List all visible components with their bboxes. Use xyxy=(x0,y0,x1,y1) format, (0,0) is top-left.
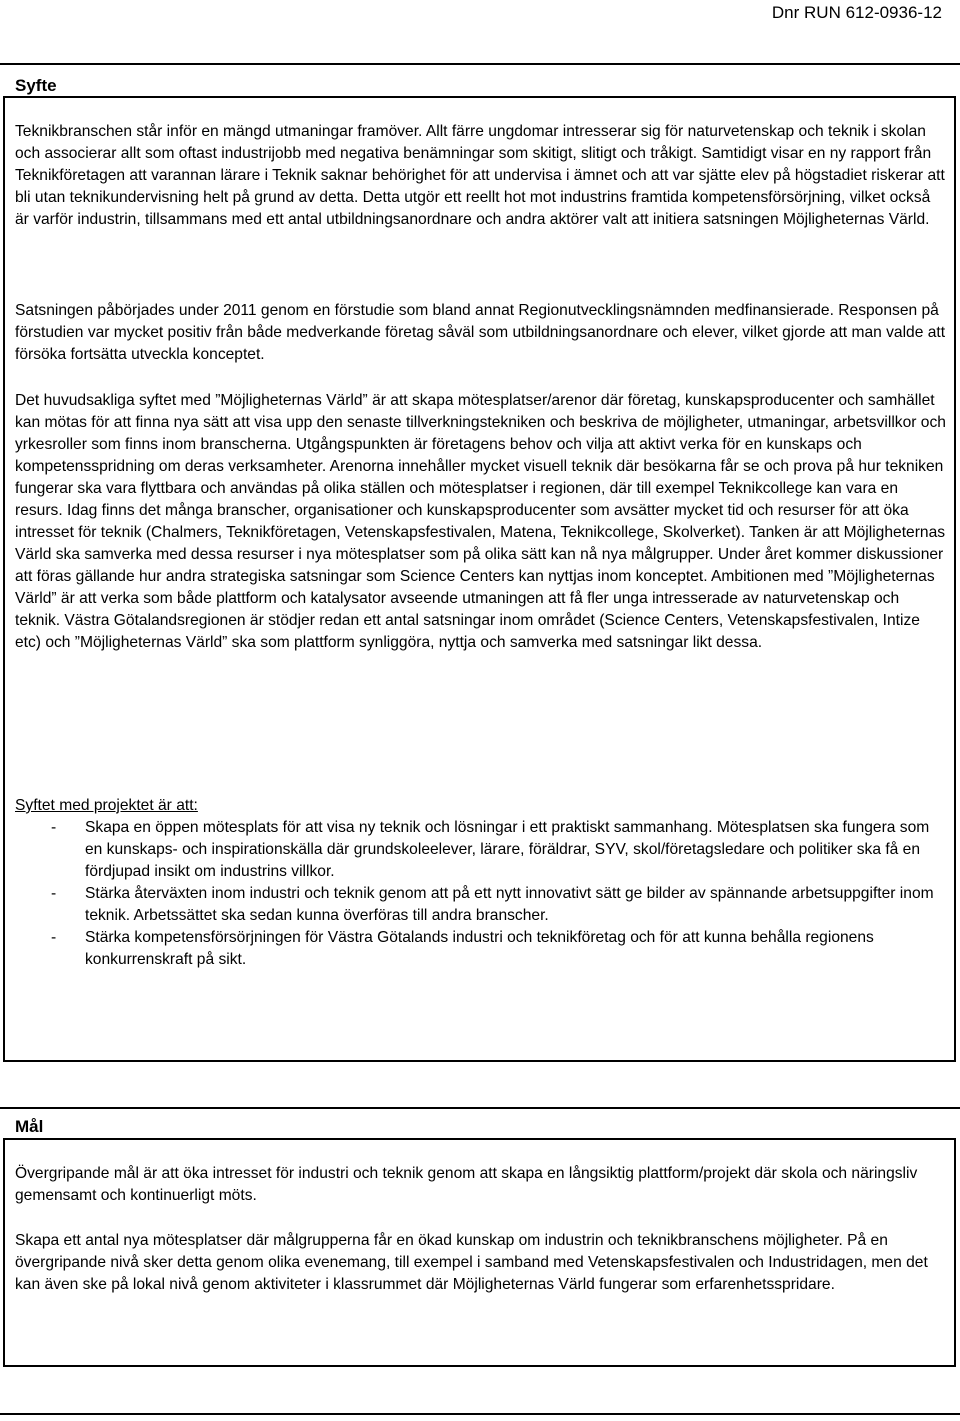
mal-paragraph-2: Skapa ett antal nya mötesplatser där målgrupperna får en ökad kunskap om industrin och teknikbranschens möjligheter. På en övergripande nivå sker detta genom olika evenemang, till exempel i samband med Vetenskapsfestivalen och Industridagen, men det kan även ske på lokal nivå genom aktiviteter i klassrummet där Möjligheternas Värld fungerar som erfarenhetsspridare. xyxy=(15,1232,928,1293)
mal-heading: Mål xyxy=(15,1117,44,1136)
list-item xyxy=(15,927,943,971)
syfte-subheading: Syftet med projektet är att: xyxy=(15,797,198,814)
bullet-dash: - xyxy=(51,929,57,946)
list-item xyxy=(15,883,943,927)
top-rule xyxy=(0,63,960,65)
mal-paragraph-1: Övergripande mål är att öka intresset för industri och teknik genom att skapa en långsiktig plattform/projekt där skola och näringsliv gemensamt och kontinuerligt möts. xyxy=(15,1165,918,1204)
syfte-paragraph-2: Satsningen påbörjades under 2011 genom en förstudie som bland annat Regionutvecklingsnämnden medfinansierade. Responsen på förstudien var mycket positiv från både medverkande företag såväl som utbildningsanordnare och elever, vilket gjorde att man valde att försöka fortsätta utveckla konceptet. xyxy=(15,302,946,363)
syfte-bullet-list xyxy=(15,817,943,971)
syfte-paragraph-3: Det huvudsakliga syftet med ”Möjligheternas Värld” är att skapa mötesplatser/arenor där företag, kunskapsproducenter och samhället kan mötas för att finna nya sätt att visa upp den senaste tillverkningstekniken och beskriva de möjligheter, utmaningar, arbetsvillkor och yrkesroller som finns inom branscherna. Utgångspunkten är företagens behov och vilja att aktivt verka för en kunskaps och kompetensspridning om deras verksamheter. Arenorna innehåller mycket visuell teknik där besökarna får se och prova på hur tekniken fungerar ska vara flyttbara och användas på olika ställen och mötesplatser i regionen, där till exempel Teknikcollege kan vara en resurs. Idag finns det många branscher, organisationer och kunskapsproducenter som avsätter mycket tid och resurser för att öka intresset för teknik (Chalmers, Teknikföretagen, Vetenskapsfestivalen, Matena, Teknikcollege, Skolverket). Tanken är att Möjligheternas Värld ska samverka med dessa resurser i nya mötesplatser som på olika sätt kan nå nya målgrupper. Under året kommer diskussioner att föras gällande hur andra strategiska satsningar som Science Centers kan nyttjas inom konceptet. Ambitionen med ”Möjligheternas Värld” är att verka som både plattform och katalysator avseende utmaningen att få fler unga intresserade av naturvetenskap och teknik. Västra Götalandsregionen är stödjer redan ett antal satsningar inom området (Science Centers, Vetenskapsfestivalen, Intize etc) och ”Möjligheternas Värld” ska som plattform synliggöra, nyttja och samverka med satsningar likt dessa. xyxy=(15,392,946,651)
bottom-rule xyxy=(0,1413,960,1415)
list-item-text: Skapa en öppen mötesplats för att visa ny teknik och lösningar i ett praktiskt sammanhang. Mötesplatsen ska fungera som en kunskaps- och inspirationskälla där grundskoleelever, lärare, föräldrar, SYV, skol/företagsledare och politiker ska få en fördjupad insikt om industrins villkor. xyxy=(85,819,930,880)
bullet-dash: - xyxy=(51,819,57,836)
mal-top-rule xyxy=(0,1107,960,1109)
syfte-paragraph-1: Teknikbranschen står inför en mängd utmaningar framöver. Allt färre ungdomar intresserar sig för naturvetenskap och teknik i skolan och associerar allt som oftast industrijobb med negativa benämningar som skitigt, slitigt och tråkigt. Samtidigt visar en ny rapport från Teknikföretagen att varannan lärare i Teknik saknar behörighet för att undervisa i ämnet och att var sjätte elev på högstadiet riskerar att bli utan teknikundervisning helt på grund av detta. Detta utgör ett reellt hot mot industrins framtida kompetensförsörjning, vilket också är varför industrin, tillsammans med ett antal utbildningsanordnare och andra aktörer valt att initiera satsningen Möjligheternas Värld. xyxy=(15,123,945,228)
syfte-heading: Syfte xyxy=(15,76,57,95)
list-item-text: Stärka kompetensförsörjningen för Västra Götalands industri och teknikföretag och för att kunna behålla regionens konkurrenskraft på sikt. xyxy=(85,929,874,968)
document-number: Dnr RUN 612-0936-12 xyxy=(771,3,942,22)
bullet-dash: - xyxy=(51,885,57,902)
list-item xyxy=(15,817,943,883)
list-item-text: Stärka återväxten inom industri och teknik genom att på ett nytt innovativt sätt ge bilder av spännande arbetsuppgifter inom teknik. Arbetssättet ska sedan kunna överföras till andra branscher. xyxy=(85,885,934,924)
